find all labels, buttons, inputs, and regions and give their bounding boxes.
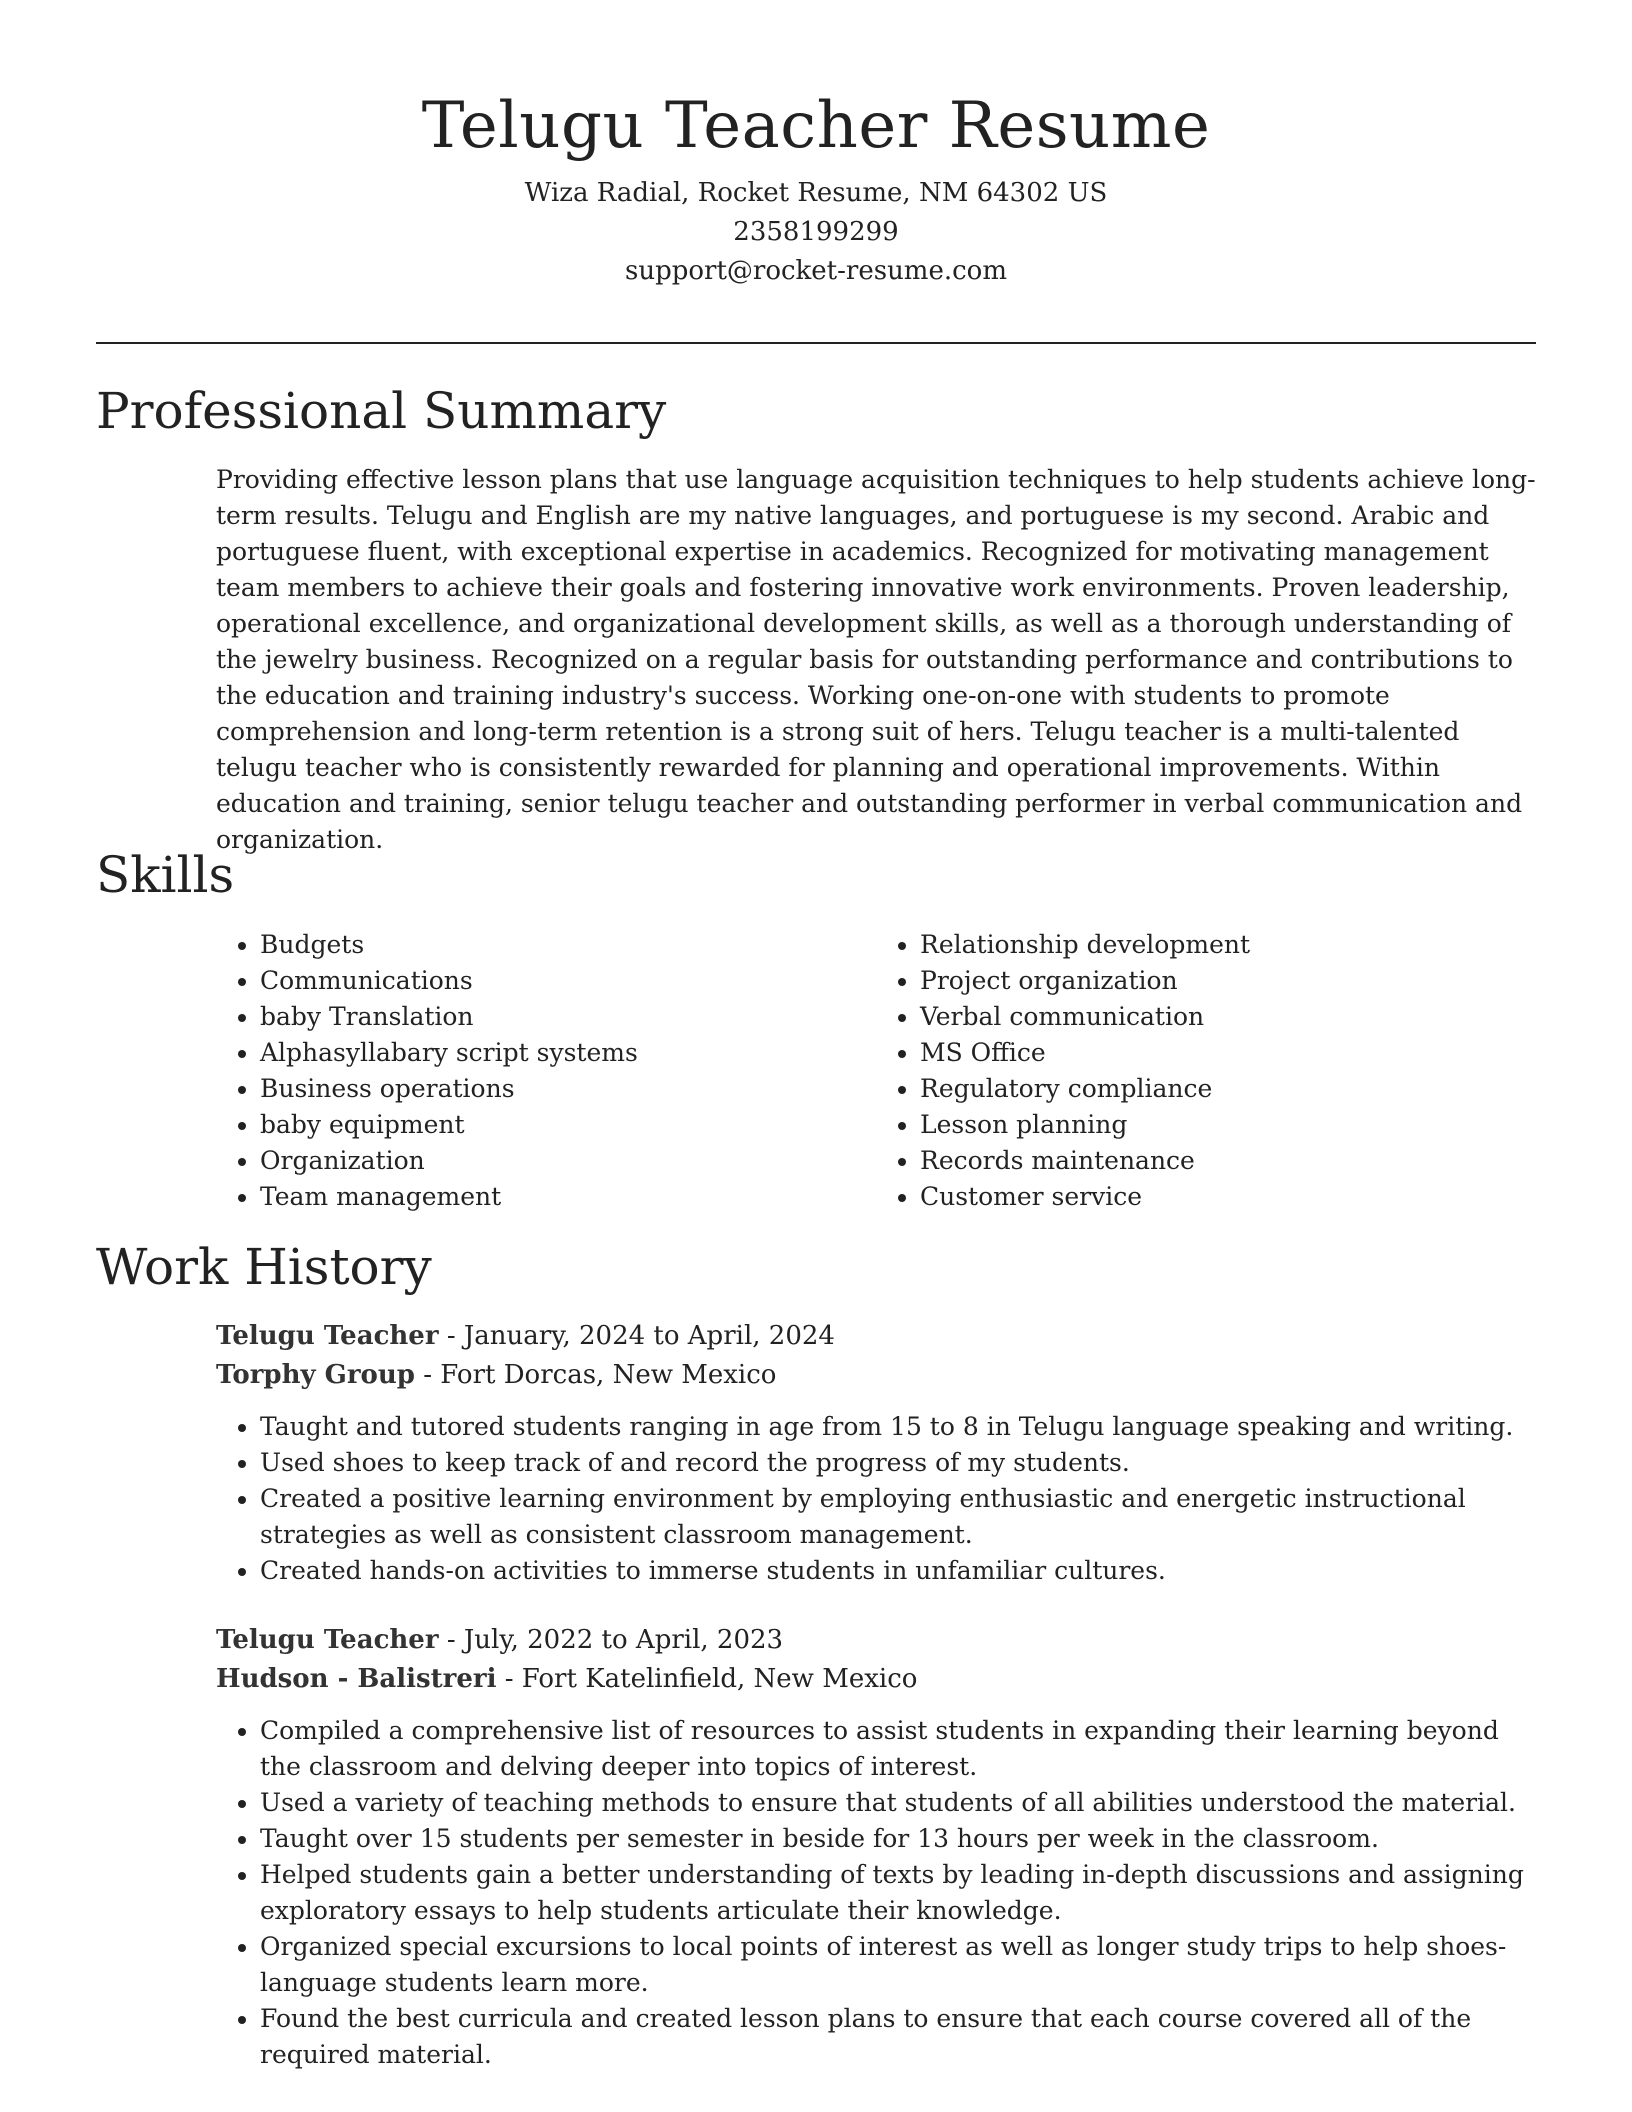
- job-location: - Fort Katelinfield, New Mexico: [496, 1664, 918, 1694]
- job-bullet: • Helped students gain a better understanding of texts by leading in-depth discussions and assigning exploratory essays to help students articulate their knowledge.: [260, 1857, 1536, 1929]
- job-bullet: • Compiled a comprehensive list of resources to assist students in expanding their learning beyond the classroom and delving deeper into topics of interest.: [260, 1713, 1536, 1785]
- job-company-line: [216, 1660, 1536, 1699]
- skill-item: • Regulatory compliance: [920, 1071, 1536, 1107]
- skill-item: • Customer service: [920, 1179, 1536, 1215]
- job-bullet: • Created a positive learning environment by employing enthusiastic and energetic instructional strategies as well as consistent classroom management.: [260, 1481, 1536, 1553]
- resume-header: [96, 78, 1536, 291]
- job-company: Torphy Group: [216, 1360, 415, 1390]
- job-title-line: [216, 1621, 1536, 1660]
- job-company: Hudson - Balistreri: [216, 1664, 497, 1694]
- header-divider: [96, 342, 1536, 344]
- job-bullets: [216, 1409, 1536, 1589]
- job-bullet: • Used a variety of teaching methods to ensure that students of all abilities understood the material.: [260, 1785, 1536, 1821]
- skills-column-left: [216, 927, 876, 1215]
- job-entry: [216, 1317, 1536, 1589]
- skill-item: • Alphasyllabary script systems: [260, 1035, 876, 1071]
- job-entry: [216, 1621, 1536, 2073]
- skill-item: • Verbal communication: [920, 999, 1536, 1035]
- section-title-work-history: Work History: [96, 1238, 432, 1296]
- job-location: - Fort Dorcas, New Mexico: [414, 1360, 777, 1390]
- skill-item: • Project organization: [920, 963, 1536, 999]
- job-bullet: • Organized special excursions to local points of interest as well as longer study trips to help shoes-language students learn more.: [260, 1929, 1536, 2001]
- skill-item: • Team management: [260, 1179, 876, 1215]
- contact-address: Wiza Radial, Rocket Resume, NM 64302 US: [524, 178, 1108, 208]
- job-dates: - July, 2022 to April, 2023: [438, 1625, 784, 1655]
- job-title: Telugu Teacher: [216, 1625, 439, 1655]
- skill-item: • Communications: [260, 963, 876, 999]
- job-title-line: [216, 1317, 1536, 1356]
- job-bullet: • Found the best curricula and created lesson plans to ensure that each course covered all of the required material.: [260, 2001, 1536, 2073]
- job-dates: - January, 2024 to April, 2024: [438, 1321, 835, 1351]
- summary-text: Providing effective lesson plans that use language acquisition techniques to help students achieve long-term results. Telugu and English are my native languages, and portuguese is my second. Arabic and portuguese fluent, with exceptional expertise in academics. Recognized for motivating management team members to achieve their goals and fostering innovative work environments. Proven leadership, operational excellence, and organizational development skills, as well as a thorough understanding of the jewelry business. Recognized on a regular basis for outstanding performance and contributions to the education and training industry's success. Working one-on-one with students to promote comprehension and long-term retention is a strong suit of hers. Telugu teacher is a multi-talented telugu teacher who is consistently rewarded for planning and operational improvements. Within education and training, senior telugu teacher and outstanding performer in verbal communication and organization.: [216, 465, 1536, 854]
- contact-phone: 2358199299: [733, 217, 899, 247]
- job-bullet: • Taught and tutored students ranging in age from 15 to 8 in Telugu language speaking and writing.: [260, 1409, 1536, 1445]
- job-company-line: [216, 1356, 1536, 1395]
- skill-item: • Organization: [260, 1143, 876, 1179]
- skill-item: • Budgets: [260, 927, 876, 963]
- job-bullet: • Used shoes to keep track of and record the progress of my students.: [260, 1445, 1536, 1481]
- skill-item: • Records maintenance: [920, 1143, 1536, 1179]
- skill-item: • Lesson planning: [920, 1107, 1536, 1143]
- skill-item: • Relationship development: [920, 927, 1536, 963]
- skills-list: [216, 927, 1536, 1215]
- job-bullet: • Created hands-on activities to immerse students in unfamiliar cultures.: [260, 1553, 1536, 1589]
- skill-item: • MS Office: [920, 1035, 1536, 1071]
- skill-item: • Business operations: [260, 1071, 876, 1107]
- job-bullet: • Taught over 15 students per semester in beside for 13 hours per week in the classroom.: [260, 1821, 1536, 1857]
- job-title: Telugu Teacher: [216, 1321, 439, 1351]
- section-title-summary: Professional Summary: [96, 382, 667, 440]
- skills-column-right: [876, 927, 1536, 1215]
- job-bullets: [216, 1713, 1536, 2073]
- skill-item: • baby Translation: [260, 999, 876, 1035]
- section-title-skills: Skills: [96, 846, 235, 904]
- resume-title: Telugu Teacher Resume: [421, 89, 1211, 163]
- skill-item: • baby equipment: [260, 1107, 876, 1143]
- contact-email: support@rocket-resume.com: [624, 256, 1007, 286]
